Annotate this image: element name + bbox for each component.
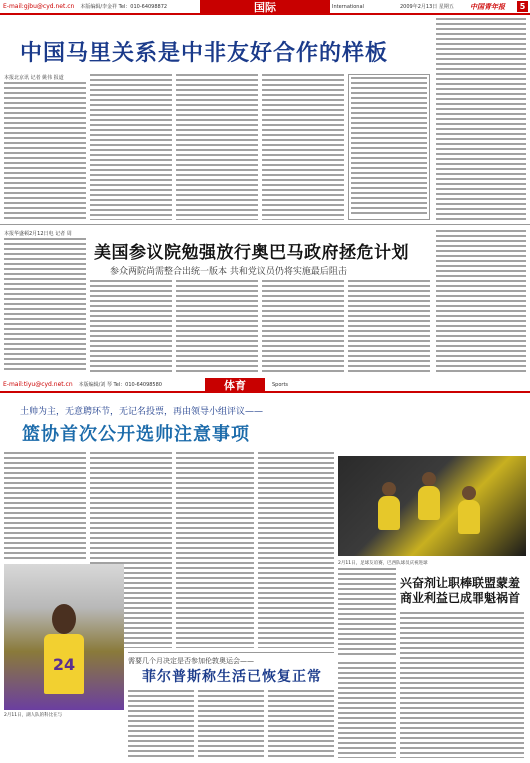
section-title-en: International — [332, 3, 364, 10]
byline-article1: 本报北京讯 记者 姚伟 报道 — [4, 75, 64, 81]
section-email: E-mail:gjbu@cyd.net.cn — [3, 3, 75, 10]
photo-kobe — [4, 564, 124, 710]
article2-col2 — [176, 280, 258, 372]
article5-col1 — [128, 690, 194, 758]
section-title-international: 国际 — [200, 0, 330, 13]
editor-meta: 本版编辑/李金祥 Tel：010-64098872 — [80, 4, 168, 10]
player-2 — [418, 486, 440, 520]
article1-sidebar — [348, 74, 430, 220]
photo-soccer — [338, 456, 526, 556]
article2-col4 — [348, 280, 430, 372]
headline-baseball-line1: 兴奋剂让职棒联盟蒙羞 — [400, 576, 521, 590]
newspaper-logo: 中国青年报 — [470, 2, 505, 11]
kicker-basketball-coach: 土帅为主，无意聘环节，无记名投票，再由领导小组评议—— — [20, 407, 264, 417]
byline-article2: 本报华盛顿2月12日电 记者 周 — [4, 231, 72, 237]
headline-china-mali: 中国马里关系是中非友好合作的样板 — [20, 40, 389, 66]
article2-col5 — [436, 230, 526, 372]
issue-date: 2009年2月13日 星期五 — [400, 4, 454, 10]
article3-col3 — [176, 452, 254, 648]
caption-kobe: 2月11日，湖人队的科比在与 — [4, 713, 63, 718]
player-3-head — [462, 486, 476, 500]
article1-col1 — [4, 82, 86, 220]
player-head — [52, 604, 76, 634]
player-1-head — [382, 482, 396, 496]
player-1 — [378, 496, 400, 530]
top-bar — [0, 0, 530, 13]
page-number: 5 — [517, 1, 528, 12]
right-column-top — [436, 18, 526, 220]
divider-1 — [0, 224, 530, 225]
mid-bar — [0, 378, 530, 391]
article1-col3 — [176, 74, 258, 220]
article4-col2 — [338, 662, 396, 758]
player-2-head — [422, 472, 436, 486]
article2-col1 — [90, 280, 172, 372]
article2-col0 — [4, 238, 86, 372]
headline-phelps: 菲尔普斯称生活已恢复正常 — [142, 669, 322, 685]
article5-col2 — [198, 690, 264, 758]
divider-2 — [128, 652, 334, 653]
jersey-number: 24 — [44, 634, 84, 694]
section-title-sports-en: Sports — [272, 381, 289, 388]
editor-meta-sports: 本版编辑/刘 琴 Tel：010-64098580 — [78, 382, 162, 388]
article4-col0 — [338, 568, 396, 658]
article2-col3 — [262, 280, 344, 372]
caption-soccer: 2月11日，足球友谊赛，巴西队球员庆祝进球 — [338, 561, 428, 566]
headline-baseball-doping — [400, 576, 522, 606]
article3-col1 — [4, 452, 86, 560]
headline-baseball-line2: 商业利益已成罪魁祸首 — [400, 591, 521, 605]
article4-col1 — [400, 612, 524, 758]
article1-col4 — [262, 74, 344, 220]
top-rule — [0, 13, 530, 15]
article5-col3 — [268, 690, 334, 758]
mid-rule — [0, 391, 530, 393]
article3-col4 — [258, 452, 334, 648]
headline-basketball-coach: 篮协首次公开选帅注意事项 — [22, 424, 250, 445]
section-title-sports: 体育 — [205, 378, 265, 391]
kicker-phelps: 需要几个月决定是否参加伦敦奥运会—— — [128, 657, 254, 665]
subheadline-us-senate: 参众两院尚需整合出统一版本 共和党议员仍将实施最后阻击 — [110, 267, 347, 277]
headline-us-senate: 美国参议院勉强放行奥巴马政府拯危计划 — [94, 243, 409, 263]
section-email-sports: E-mail:tiyu@cyd.net.cn — [3, 381, 73, 388]
article1-col2 — [90, 74, 172, 220]
player-3 — [458, 500, 480, 534]
